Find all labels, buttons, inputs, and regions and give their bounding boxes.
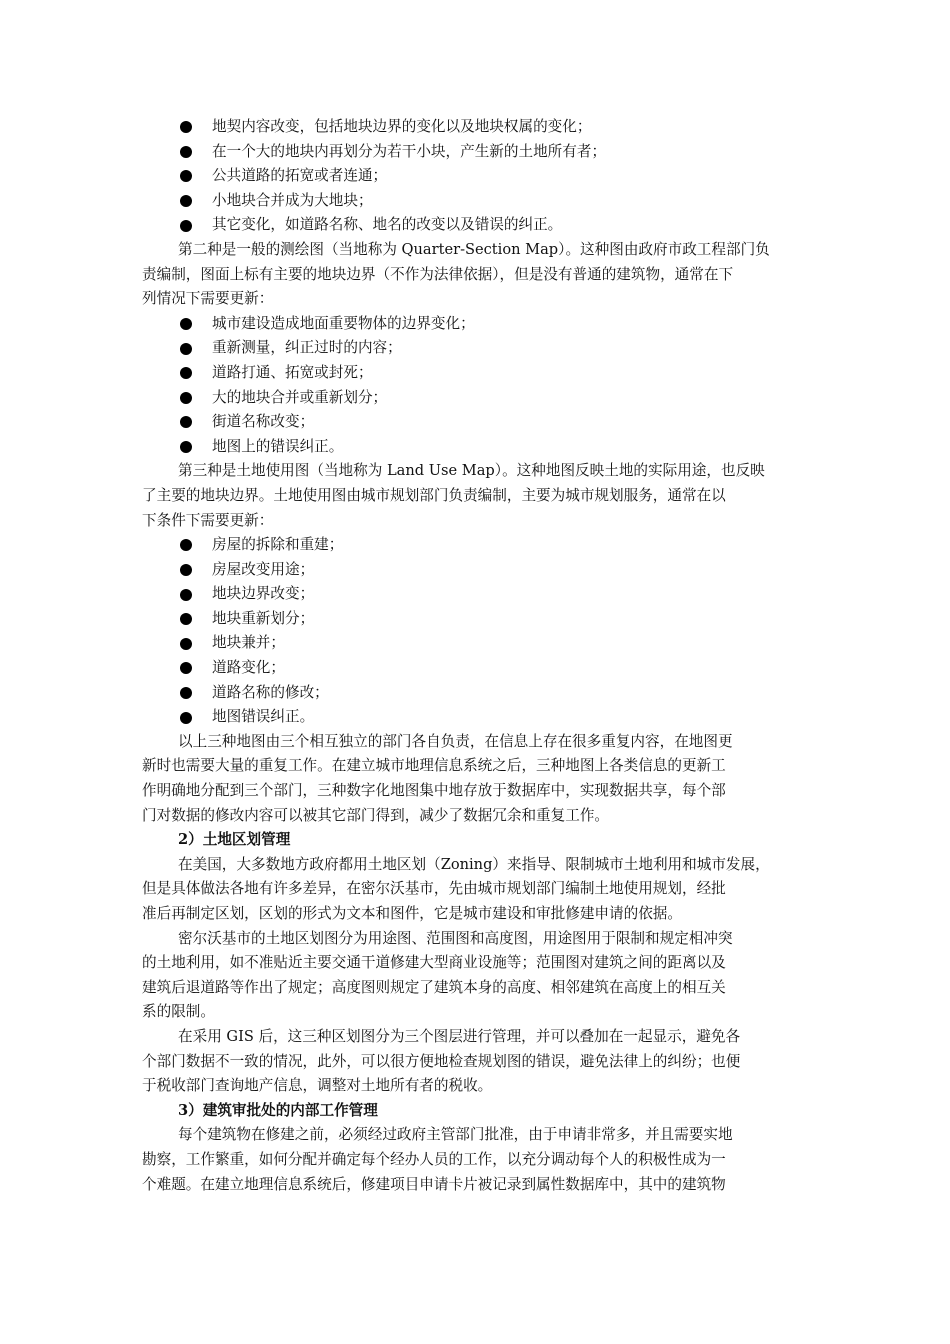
list-item: 街道名称改变； xyxy=(142,410,810,435)
paragraph-line: 门对数据的修改内容可以被其它部门得到，减少了数据冗余和重复工作。 xyxy=(142,806,610,824)
bullet-icon xyxy=(180,589,192,601)
bullet-icon xyxy=(180,539,192,551)
list-item: 在一个大的地块内再划分为若干小块，产生新的土地所有者； xyxy=(142,140,810,165)
paragraph-line: 列情况下需要更新： xyxy=(142,290,274,308)
paragraph-line: 每个建筑物在修建之前，必须经过政府主管部门批准，由于申请非常多，并且需要实地 xyxy=(178,1126,733,1144)
bullet-icon xyxy=(180,195,192,207)
paragraph-line: 第二种是一般的测绘图（当地称为 Quarter-Section Map）。这种图由政府市政工程部门负 xyxy=(178,240,770,258)
list-item: 地契内容改变，包括地块边界的变化以及地块权属的变化； xyxy=(142,115,810,140)
paragraph-line: 下条件下需要更新： xyxy=(142,511,274,529)
list-item: 房屋的拆除和重建； xyxy=(142,533,810,558)
paragraph-line: 的土地利用，如不准贴近主要交通干道修建大型商业设施等；范围图对建筑之间的距离以及 xyxy=(142,954,726,972)
bullet-icon xyxy=(180,343,192,355)
list-item: 地图上的错误纠正。 xyxy=(142,435,810,460)
bullet-icon xyxy=(180,441,192,453)
paragraph-line: 准后再制定区划，区划的形式为文本和图件，它是城市建设和审批修建申请的依据。 xyxy=(142,905,682,922)
list-item: 道路变化； xyxy=(142,656,810,681)
paragraph-line: 个难题。在建立地理信息系统后，修建项目申请卡片被记录到属性数据库中，其中的建筑物 xyxy=(142,1175,726,1193)
paragraph-line: 在采用 GIS 后，这三种区划图分为三个图层进行管理，并可以叠加在一起显示，避免各 xyxy=(178,1027,741,1045)
bullet-icon xyxy=(180,638,192,650)
bullet-icon xyxy=(180,146,192,158)
list-item: 重新测量，纠正过时的内容； xyxy=(142,336,810,361)
bullet-icon xyxy=(180,170,192,182)
list-item: 道路打通、拓宽或封死； xyxy=(142,361,810,386)
paragraph-line: 但是具体做法各地有许多差异，在密尔沃基市，先由城市规划部门编制土地使用规划，经批 xyxy=(142,880,726,898)
bullet-icon xyxy=(180,712,192,724)
bullet-icon xyxy=(180,121,192,133)
paragraph-line: 系的限制。 xyxy=(142,1003,215,1021)
paragraph-line: 新时也需要大量的重复工作。在建立城市地理信息系统之后，三种地图上各类信息的更新工 xyxy=(142,757,726,775)
section-heading: 3）建筑审批处的内部工作管理 xyxy=(178,1101,378,1119)
document-body xyxy=(142,115,810,1197)
bullet-icon xyxy=(180,367,192,379)
bullet-icon xyxy=(180,564,192,576)
list-item: 其它变化，如道路名称、地名的改变以及错误的纠正。 xyxy=(142,213,810,238)
list-item: 地块兼并； xyxy=(142,631,810,656)
paragraph-line: 建筑后退道路等作出了规定；高度图则规定了建筑本身的高度、相邻建筑在高度上的相互关 xyxy=(142,978,726,996)
bullet-icon xyxy=(180,687,192,699)
list-item: 大的地块合并或重新划分； xyxy=(142,386,810,411)
list-item: 地块边界改变； xyxy=(142,582,810,607)
paragraph-line: 责编制，图面上标有主要的地块边界（不作为法律依据），但是没有普通的建筑物，通常在下 xyxy=(142,265,734,283)
bullet-icon xyxy=(180,662,192,674)
paragraph-line: 第三种是土地使用图（当地称为 Land Use Map）。这种地图反映土地的实际用途，也反映 xyxy=(178,462,765,480)
paragraph-line: 了主要的地块边界。土地使用图由城市规划部门负责编制，主要为城市规划服务，通常在以 xyxy=(142,486,726,504)
paragraph-line: 于税收部门查询地产信息，调整对土地所有者的税收。 xyxy=(142,1077,493,1095)
list-item: 地块重新划分； xyxy=(142,607,810,632)
bullet-icon xyxy=(180,318,192,330)
paragraph-line: 密尔沃基市的土地区划图分为用途图、范围图和高度图，用途图用于限制和规定相冲突 xyxy=(178,929,733,947)
paragraph-line: 作明确地分配到三个部门，三种数字化地图集中地存放于数据库中，实现数据共享，每个部 xyxy=(142,782,726,800)
list-item: 小地块合并成为大地块； xyxy=(142,189,810,214)
paragraph-line: 个部门数据不一致的情况，此外，可以很方便地检查规划图的错误，避免法律上的纠纷；也便 xyxy=(142,1052,741,1070)
list-item: 道路名称的修改； xyxy=(142,681,810,706)
paragraph-line: 在美国，大多数地方政府都用土地区划（Zoning）来指导、限制城市土地利用和城市发展， xyxy=(178,855,770,873)
paragraph-line: 勘察，工作繁重，如何分配并确定每个经办人员的工作，以充分调动每个人的积极性成为一 xyxy=(142,1150,726,1168)
list-item: 房屋改变用途； xyxy=(142,558,810,583)
bullet-icon xyxy=(180,416,192,428)
list-item: 公共道路的拓宽或者连通； xyxy=(142,164,810,189)
list-item: 地图错误纠正。 xyxy=(142,705,810,730)
bullet-icon xyxy=(180,613,192,625)
bullet-icon xyxy=(180,392,192,404)
bullet-icon xyxy=(180,220,192,232)
list-item: 城市建设造成地面重要物体的边界变化； xyxy=(142,312,810,337)
section-heading: 2）土地区划管理 xyxy=(178,831,291,849)
paragraph-line: 以上三种地图由三个相互独立的部门各自负责，在信息上存在很多重复内容，在地图更 xyxy=(178,732,733,750)
